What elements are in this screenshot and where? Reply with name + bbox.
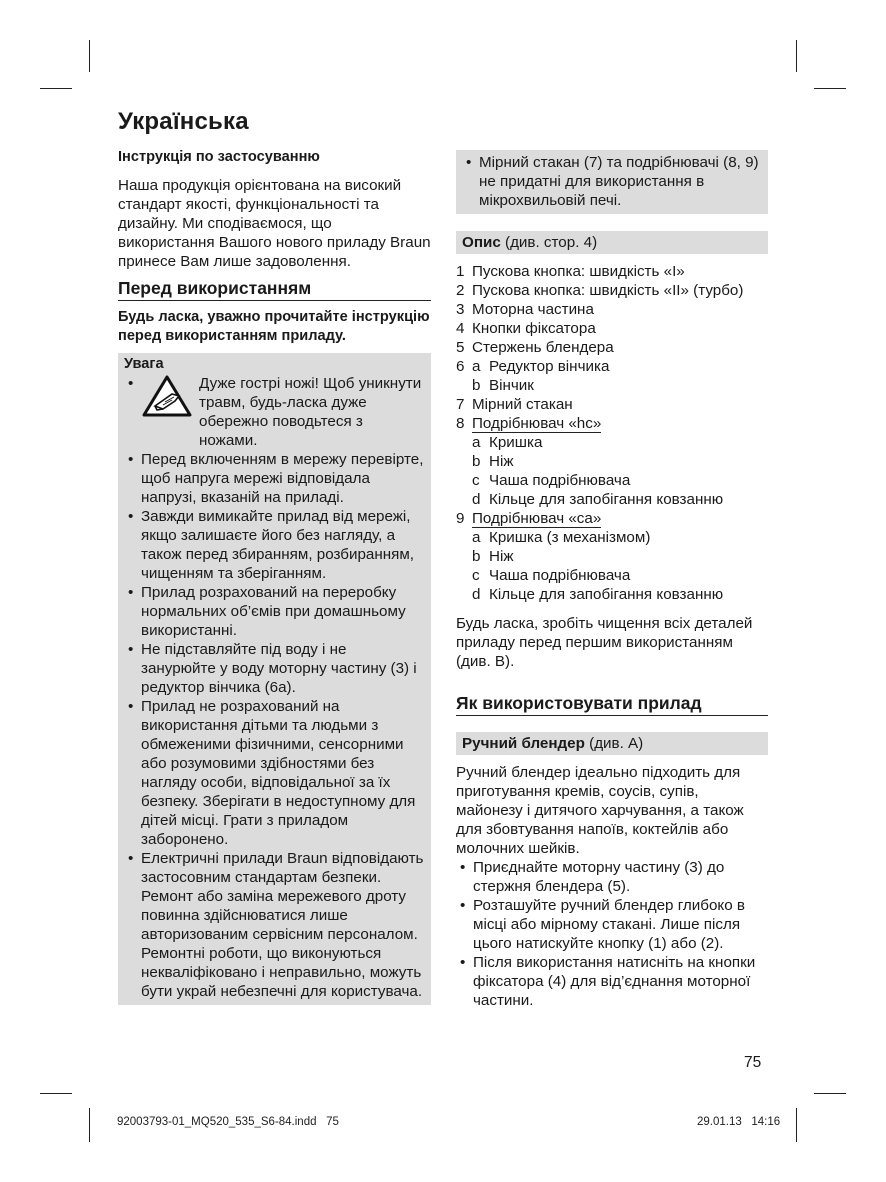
part-row (456, 357, 768, 376)
part-label-wrap (472, 395, 768, 414)
part-row (456, 338, 768, 357)
part-number: 6 (456, 358, 465, 375)
part-label-wrap (472, 319, 768, 338)
part-number (456, 433, 472, 452)
step-item: • Приєднайте моторну частину (3) до стержня блендера (5). (456, 858, 768, 896)
part-number (456, 471, 472, 490)
parts-list (456, 262, 768, 604)
part-number: 3 (456, 301, 465, 318)
caution-list (124, 450, 425, 1001)
intro-paragraph: Наша продукція орієнтована на високий стандарт якості, функціональності та дизайну. Ми сподіваємося, що використання Вашого нового приладу Braun принесе Вам лише задоволення. (118, 177, 431, 270)
part-row (456, 452, 768, 471)
part-number (456, 490, 472, 509)
crop-mark (814, 88, 846, 89)
part-letter: a (472, 529, 481, 546)
caution-box (118, 353, 431, 1005)
part-label: Стержень блендера (472, 339, 614, 356)
part-number: 1 (456, 263, 465, 280)
part-label: Кришка (з механізмом) (489, 529, 651, 546)
part-label: Пускова кнопка: швидкість «II» (турбо) (472, 282, 744, 299)
part-number (456, 566, 472, 585)
before-use-lead: Будь ласка, уважно прочитайте інструкцію перед використанням приладу. (118, 309, 430, 344)
part-letter: c (472, 567, 480, 584)
part-row (456, 376, 768, 395)
caution-item: • Прилад розрахований на переробку нормальних об’ємів при домашньому використанні. (124, 583, 425, 640)
part-label-wrap (472, 281, 768, 300)
part-row (456, 547, 768, 566)
caution-first-text: Дуже гострі ножі! Щоб уникнути травм, будь-ласка дуже обережно поводьтеся з ножами. (199, 375, 422, 449)
before-use-heading: Перед використанням (118, 279, 431, 301)
description-title: Опис (462, 234, 501, 251)
how-to-use-heading: Як використовувати прилад (456, 694, 768, 716)
part-letter: a (472, 358, 481, 375)
part-label-wrap (489, 547, 768, 566)
part-label: Ніж (489, 453, 514, 470)
part-row (456, 414, 768, 433)
part-number: 5 (456, 339, 465, 356)
part-label: Подрібнювач «hc» (472, 415, 602, 432)
part-label: Вінчик (489, 377, 534, 394)
hand-blender-intro: Ручний блендер ідеально підходить для приготування кремів, соусів, супів, майонезу і дитячого харчування, а також для збовтування напоїв, коктейлів або молочних шейків. (456, 764, 744, 857)
caution-item: • Перед включенням в мережу перевірте, щоб напруга мережі відповідала напрузі, вказаній на приладі. (124, 450, 425, 507)
part-label: Мірний стакан (472, 396, 573, 413)
part-letter: c (472, 472, 480, 489)
part-label-wrap (472, 338, 768, 357)
part-number (456, 585, 472, 604)
part-label: Кнопки фіксатора (472, 320, 596, 337)
description-ref: (див. стор. 4) (505, 234, 598, 251)
part-row (456, 490, 768, 509)
part-row (456, 509, 768, 528)
part-row (456, 319, 768, 338)
footer-date: 29.01.13 14:16 (697, 1116, 781, 1128)
part-letter: b (472, 548, 481, 565)
part-number: 7 (456, 396, 465, 413)
part-number: 8 (456, 415, 465, 432)
part-label-wrap (489, 528, 768, 547)
crop-mark (89, 40, 90, 72)
part-label: Чаша подрібнювача (489, 472, 631, 489)
part-label: Подрібнювач «са» (472, 510, 602, 527)
part-row (456, 262, 768, 281)
crop-mark (89, 1108, 90, 1142)
part-label: Кільце для запобігання ковзанню (489, 586, 724, 603)
instructions-subheading: Інструкція по застосуванню (118, 149, 320, 165)
part-number: 2 (456, 282, 465, 299)
hand-blender-heading (456, 732, 768, 755)
part-number: 9 (456, 510, 465, 527)
part-label-wrap (489, 566, 768, 585)
crop-mark (40, 1093, 72, 1094)
step-item: • Розташуйте ручний блендер глибоко в місці або мірному стакані. Лише після цього натискуйте кнопку (1) або (2). (456, 896, 768, 953)
step-item: • Після використання натисніть на кнопки фіксатора (4) для від’єднання моторної частини. (456, 953, 768, 1010)
part-label-wrap (489, 585, 768, 604)
part-row (456, 566, 768, 585)
caution-item: • Прилад не розрахований на використання дітьми та людьми з обмеженими фізичними, сенсорними або розумовими здібностями без нагляду особи, відповідальної за їх безпеку. Зберігати в недоступному для дітей місці. Грати з приладом заборонено. (124, 697, 425, 849)
footer-file-info: 92003793-01_MQ520_535_S6-84.indd 75 (117, 1116, 339, 1128)
part-row (456, 471, 768, 490)
part-number (456, 376, 472, 395)
part-row (456, 395, 768, 414)
caution-label: Увага (124, 356, 164, 372)
sharp-knife-warning-icon (141, 374, 193, 418)
part-letter: d (472, 586, 481, 603)
caution-item: • Завжди вимикайте прилад від мережі, якщо залишаєте його без нагляду, а також перед збиранням, розбиранням, чищенням та зберіганням. (124, 507, 425, 583)
part-row (456, 433, 768, 452)
microwave-note-box (456, 150, 768, 214)
caution-item: • Не підставляйте під воду і не занурюйте у воду моторну частину (3) і редуктор вінчика (6а). (124, 640, 425, 697)
part-number (456, 452, 472, 471)
left-column (118, 148, 431, 1005)
part-row (456, 585, 768, 604)
hand-blender-steps (456, 858, 768, 1010)
part-letter: b (472, 453, 481, 470)
part-label: Ніж (489, 548, 514, 565)
part-label-wrap (489, 376, 768, 395)
part-letter: d (472, 491, 481, 508)
cleaning-note: Будь ласка, зробіть чищення всіх деталей приладу перед першим використанням (див. B). (456, 615, 753, 670)
part-label: Редуктор вінчика (489, 358, 610, 375)
part-number (456, 547, 472, 566)
part-row (456, 281, 768, 300)
part-label-wrap (489, 357, 768, 376)
crop-mark (814, 1093, 846, 1094)
part-letter: b (472, 377, 481, 394)
part-number (456, 528, 472, 547)
part-number: 4 (456, 320, 465, 337)
hand-blender-title: Ручний блендер (462, 735, 585, 752)
part-row (456, 300, 768, 319)
part-letter: a (472, 434, 481, 451)
crop-mark (796, 1108, 797, 1142)
right-column (456, 150, 768, 1010)
part-label-wrap (472, 300, 768, 319)
crop-mark (40, 88, 72, 89)
microwave-note: • Мірний стакан (7) та подрібнювачі (8, 9) не придатні для використання в мікрохвильовій печі. (462, 153, 762, 210)
crop-mark (796, 40, 797, 72)
caution-item: • Електричні прилади Braun відповідають застосовним стандартам безпеки. Ремонт або заміна мережевого дроту повинна здійснюватися лише авторизованим сервісним персоналом. Ремонтні роботи, що виконуються некваліфіковано і неправильно, можуть бути украй небезпечні для користувача. (124, 849, 425, 1001)
bullet: • (128, 375, 134, 392)
part-label-wrap (472, 262, 768, 281)
part-label: Чаша подрібнювача (489, 567, 631, 584)
part-label: Кришка (489, 434, 543, 451)
description-heading (456, 231, 768, 254)
part-label: Пускова кнопка: швидкість «I» (472, 263, 685, 280)
page-title: Українська (118, 108, 249, 135)
part-row (456, 528, 768, 547)
part-label: Кільце для запобігання ковзанню (489, 491, 724, 508)
hand-blender-ref: (див. A) (589, 735, 644, 752)
part-label-wrap (489, 471, 768, 490)
part-label-wrap (489, 490, 768, 509)
part-label-wrap (472, 414, 768, 433)
part-label-wrap (489, 433, 768, 452)
part-label-wrap (472, 509, 768, 528)
part-label-wrap (489, 452, 768, 471)
page-number: 75 (744, 1054, 762, 1071)
caution-first-item (124, 374, 425, 450)
part-label: Моторна частина (472, 301, 594, 318)
